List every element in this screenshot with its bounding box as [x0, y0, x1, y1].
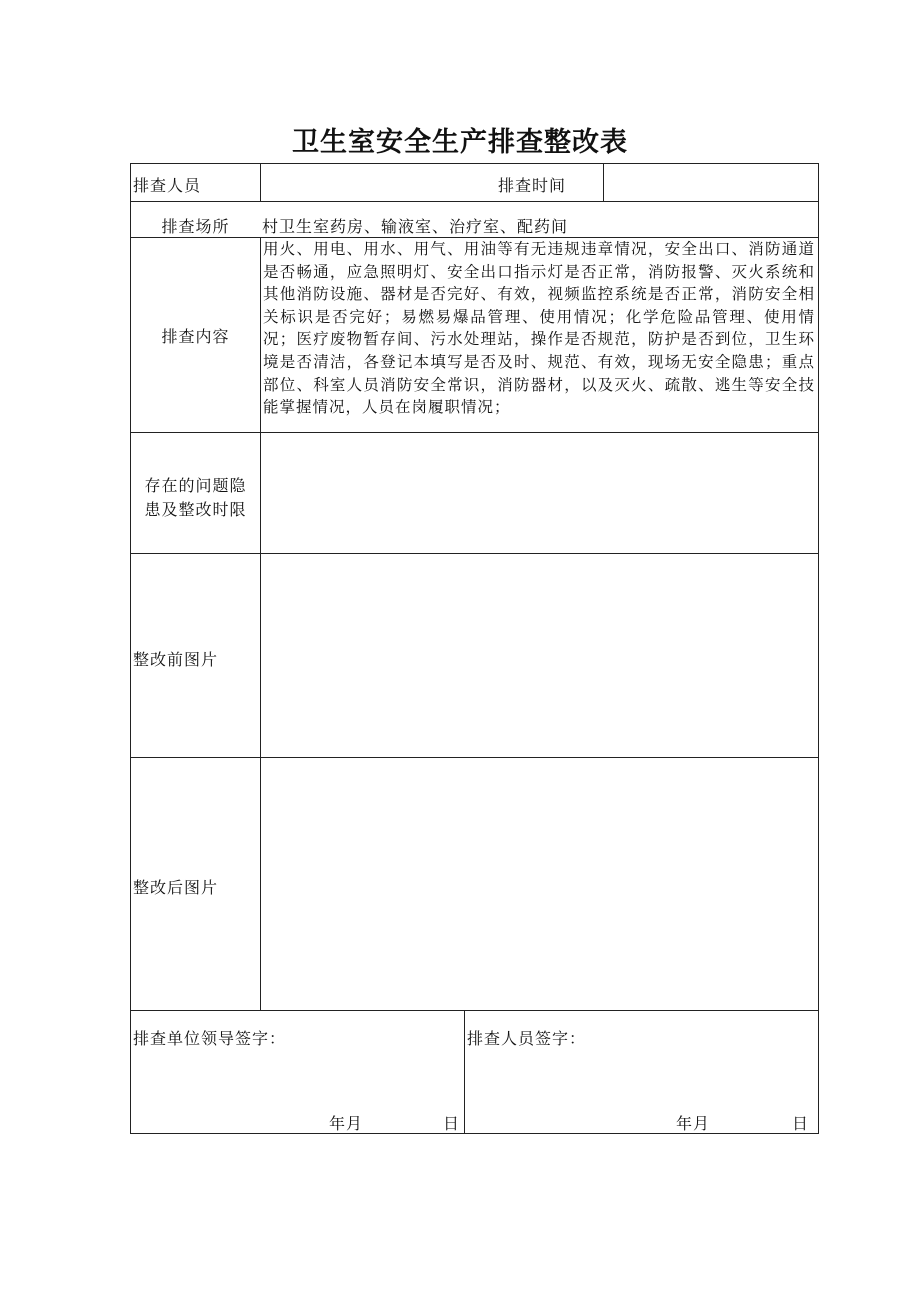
location-label: 排查场所 [161, 217, 230, 236]
location-value: 村卫生室药房、输液室、治疗室、配药间 [262, 217, 569, 236]
inspection-form-table [130, 163, 819, 1134]
table-border-right [818, 163, 819, 1134]
row-divider [130, 432, 819, 433]
leader-signature-label: 排查单位领导签字： [133, 1029, 287, 1048]
problems-label-line2: 患及整改时限 [144, 500, 247, 519]
content-value: 用火、用电、用水、用气、用油等有无违规违章情况，安全出口、消防通道是否畅通，应急照明灯、安全出口指示灯是否正常，消防报警、灭火系统和其他消防设施、器材是否完好、有效，视频监控系统是否正常，消防安全相关标识是否完好；易燃易爆品管理、使用情况；化学危险品管理、使用情况；医疗废物暂存间、污水处理站，操作是否规范，防护是否到位，卫生环境是否清洁，各登记本填写是否及时、规范、有效，现场无安全隐患；重点部位、科室人员消防安全常识，消防器材，以及灭火、疏散、逃生等安全技能掌握情况，人员在岗履职情况； [263, 240, 815, 417]
table-border-left [130, 163, 131, 1134]
label-column-divider [260, 163, 261, 201]
problems-input-area[interactable] [262, 434, 817, 552]
inspector-label: 排查人员 [133, 176, 202, 195]
content-label: 排查内容 [161, 327, 230, 346]
before-photo-label: 整改前图片 [133, 650, 219, 669]
inspection-time-label: 排查时间 [498, 176, 567, 195]
row-divider [130, 757, 819, 758]
row-divider [130, 553, 819, 554]
table-border-bottom [130, 1133, 819, 1134]
form-title: 卫生室安全生产排查整改表 [292, 127, 628, 158]
inspector-date-day: 日 [792, 1114, 810, 1133]
inspection-time-value[interactable] [610, 173, 810, 193]
after-photo-label: 整改后图片 [133, 878, 219, 897]
problems-label-line1: 存在的问题隐 [144, 476, 247, 495]
inspector-value[interactable] [266, 173, 466, 193]
row-divider [130, 201, 819, 202]
after-photo-area[interactable] [262, 759, 817, 1009]
time-cell-divider [603, 163, 604, 201]
row-divider [130, 1010, 819, 1011]
signature-column-divider [464, 1010, 465, 1134]
table-border-top [130, 163, 819, 164]
label-column-divider [260, 237, 261, 1010]
inspector-date-year-month: 年月 [676, 1114, 711, 1133]
leader-date-day: 日 [443, 1114, 461, 1133]
leader-date-year-month: 年月 [329, 1114, 364, 1133]
inspector-signature-label: 排查人员签字： [467, 1029, 587, 1048]
before-photo-area[interactable] [262, 555, 817, 756]
